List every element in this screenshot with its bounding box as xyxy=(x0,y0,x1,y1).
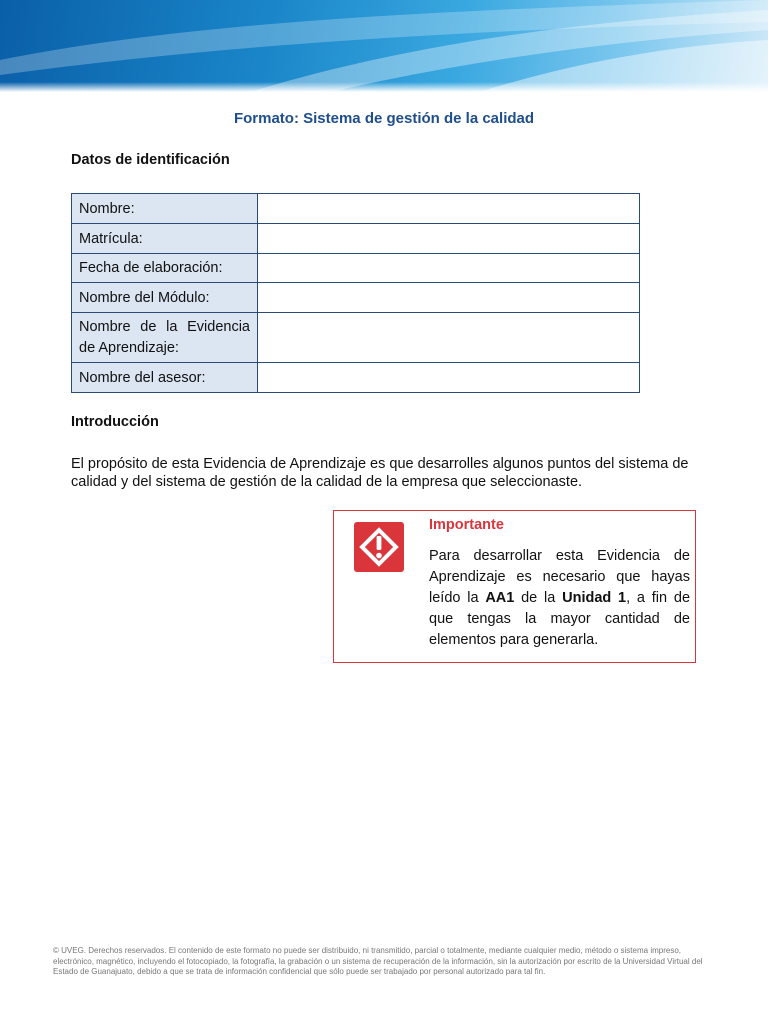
important-notice xyxy=(333,510,696,663)
header-swoosh xyxy=(0,0,768,92)
header-banner xyxy=(0,0,768,92)
notice-title: Importante xyxy=(429,517,504,533)
notice-text-part: , a fin de que tengas la mayor cantidad de elementos para generarla. xyxy=(429,590,691,648)
identification-table xyxy=(71,193,640,393)
table-row xyxy=(72,313,640,363)
notice-text xyxy=(429,546,690,651)
introduction-text: El propósito de esta Evidencia de Aprendizaje es que desarrolles algunos puntos del sistema de calidad y del sistema de gestión de la calidad de la empresa que seleccionaste. xyxy=(71,456,689,490)
row-value-asesor[interactable] xyxy=(258,363,640,393)
row-label-evidencia xyxy=(72,313,258,363)
copyright-footer: © UVEG. Derechos reservados. El contenido de este formato no puede ser distribuido, ni transmitido, parcial o totalmente, mediante cualquier medio, método o sistema impreso, electrónico, magnético, incluyendo el fotocopiado, la fotografía, la grabación o un sistema de recuperación de la información, sin la autorización por escrito de la Universidad Virtual del Estado de Guanajuato, debido a que se trata de información confidencial que sólo puede ser trabajado por personal autorizado para tal fin. xyxy=(53,946,703,976)
row-value-fecha[interactable] xyxy=(258,254,640,283)
row-label-nombre: Nombre: xyxy=(72,194,258,224)
row-value-nombre[interactable] xyxy=(258,194,640,224)
row-label-matricula: Matrícula: xyxy=(72,224,258,254)
table-row xyxy=(72,254,640,283)
row-label-fecha: Fecha de elaboración: xyxy=(72,254,258,283)
row-value-modulo[interactable] xyxy=(258,283,640,313)
notice-text-part: de la xyxy=(514,590,563,606)
row-value-matricula[interactable] xyxy=(258,224,640,254)
identification-heading: Datos de identificación xyxy=(71,152,230,168)
notice-text-part: Para desarrollar esta Evidencia de Aprendizaje es necesario que hayas leído la xyxy=(429,548,690,606)
row-value-evidencia[interactable] xyxy=(258,313,640,363)
row-label-modulo: Nombre del Módulo: xyxy=(72,283,258,313)
warning-icon xyxy=(354,522,404,572)
row-label-asesor: Nombre del asesor: xyxy=(72,363,258,393)
evidencia-label-text: Nombre de la Evidencia de Aprendizaje: xyxy=(79,318,250,356)
table-row xyxy=(72,363,640,393)
table-row xyxy=(72,224,640,254)
introduction-heading: Introducción xyxy=(71,414,159,430)
table-row xyxy=(72,283,640,313)
notice-strong-aa1: AA1 xyxy=(485,590,515,606)
table-row xyxy=(72,194,640,224)
document-title: Formato: Sistema de gestión de la calidad xyxy=(233,110,535,127)
notice-strong-unidad: Unidad 1 xyxy=(562,590,627,606)
